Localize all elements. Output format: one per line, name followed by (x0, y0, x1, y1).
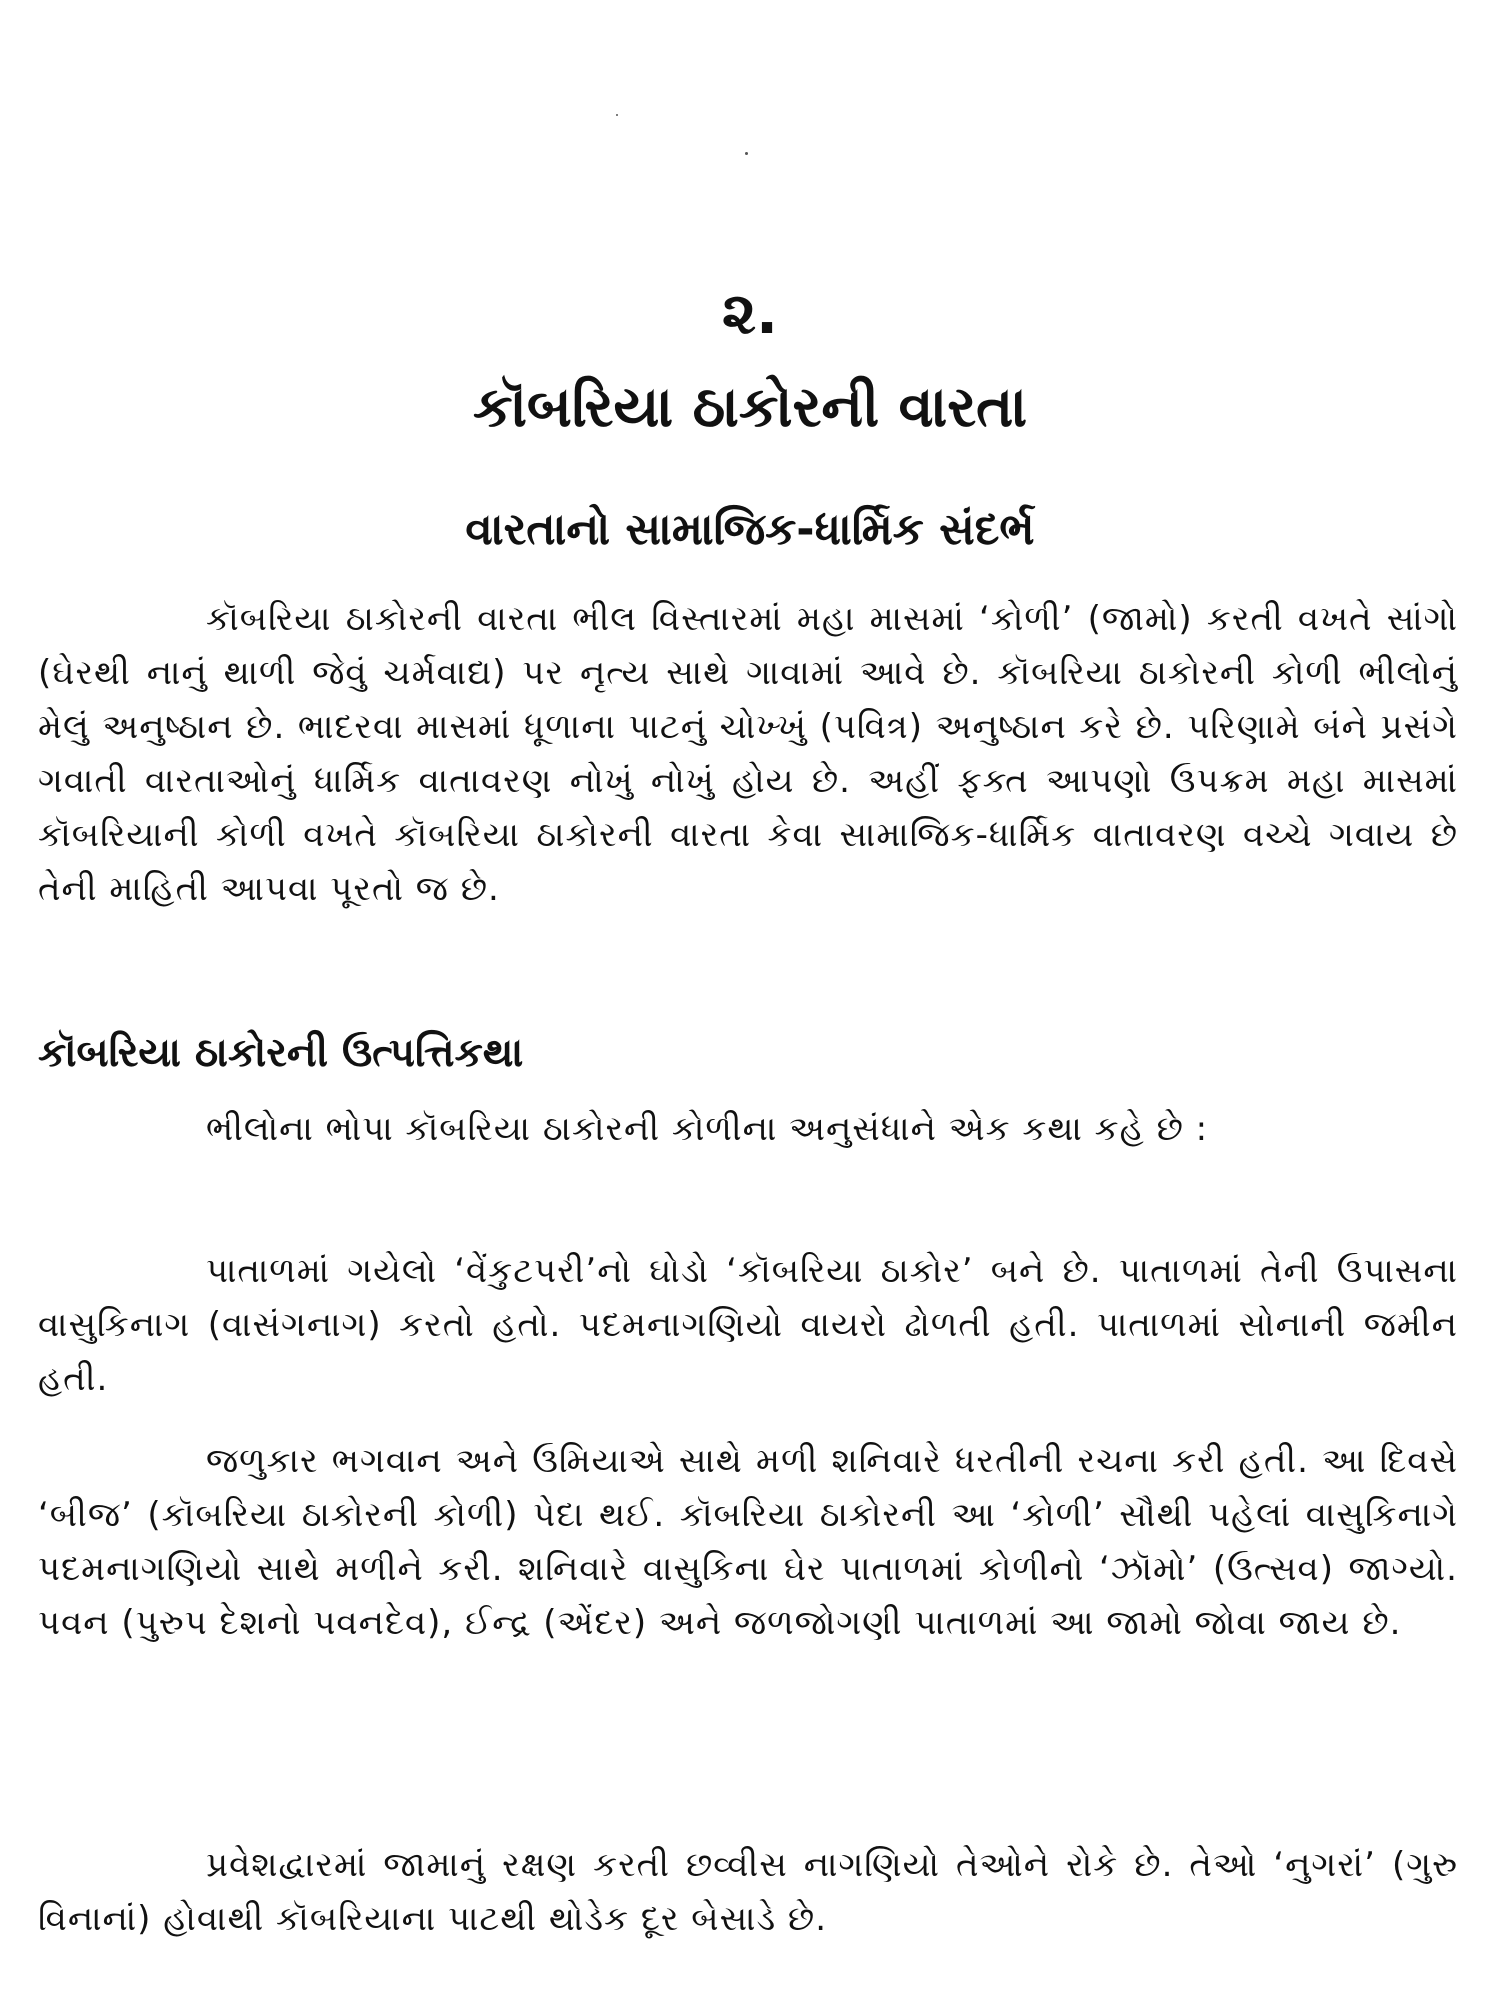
paragraph-origin-entrance: પ્રવેશદ્વારમાં જામાનું રક્ષણ કરતી છવ્વીસ નાગણિયો તેઓને રોકે છે. તેઓ ‘નુગરાં’ (ગુરુ વિનાનાં) હોવાથી કૉબરિયાના પાટથી થોડેક દૂર બેસાડે છે. (38, 1845, 1458, 1939)
paragraph-origin-creation: જળુકાર ભગવાન અને ઉમિયાએ સાથે મળી શનિવારે ધરતીની રચના કરી હતી. આ દિવસે ‘બીજ’ (કૉબરિયા ઠાકોરની કોળી) પેદા થઈ. કૉબરિયા ઠાકોરની આ ‘કોળી’ સૌથી પહેલાં વાસુકિનાગે પદમનાગણિયો સાથે મળીને કરી. શનિવારે વાસુકિના ઘેર પાતાળમાં કોળીનો ‘ઝૉમો’ (ઉત્સવ) જાગ્યો. પવન (પુરુપ દેશનો પવનદેવ), ઈન્દ્ર (એંદર) અને જળજોગણી પાતાળમાં આ જામો જોવા જાય છે. (38, 1441, 1458, 1643)
paragraph-social-religious-context: કૉબરિયા ઠાકોરની વારતા ભીલ વિસ્તારમાં મહા માસમાં ‘કોળી’ (જામો) કરતી વખતે સાંગો (ઘેરથી નાનું થાળી જેવું ચર્મવાદ્ય) પર નૃત્ય સાથે ગાવામાં આવે છે. કૉબરિયા ઠાકોરની કોળી ભીલોનું મેલું અનુષ્ઠાન છે. ભાદરવા માસમાં ધૂળાના પાટનું ચોખ્ખું (પવિત્ર) અનુષ્ઠાન કરે છે. પરિણામે બંને પ્રસંગે ગવાતી વારતાઓનું ધાર્મિક વાતાવરણ નોખું નોખું હોય છે. અહીં ફક્ત આપણો ઉપક્રમ મહા માસમાં કૉબરિયાની કોળી વખતે કૉબરિયા ઠાકોરની વારતા કેવા સામાજિક-ધાર્મિક વાતાવરણ વચ્ચે ગવાય છે તેની માહિતી આપવા પૂરતો જ છે. (38, 599, 1458, 909)
origin-story-heading: કૉબરિયા ઠાકોરની ઉત્પત્તિકથા (38, 1030, 524, 1076)
scan-speck (745, 152, 748, 155)
chapter-title: કૉબરિયા ઠાકોરની વારતા (472, 375, 1028, 440)
paragraph-origin-underworld: પાતાળમાં ગયેલો ‘વેંકુટપરી’નો ઘોડો ‘કૉબરિયા ઠાકોર’ બને છે. પાતાળમાં તેની ઉપાસના વાસુકિનાગ (વાસંગનાગ) કરતો હતો. પદમનાગણિયો વાયરો ઢોળતી હતી. પાતાળમાં સોનાની જમીન હતી. (38, 1251, 1458, 1399)
paragraph-origin-intro: ભીલોના ભોપા કૉબરિયા ઠાકોરની કોળીના અનુસંધાને એક કથા કહે છે : (206, 1109, 1209, 1149)
chapter-number: ૨. (721, 279, 779, 347)
scan-speck (616, 114, 618, 116)
section-heading: વારતાનો સામાજિક-ધાર્મિક સંદર્ભ (465, 504, 1035, 555)
